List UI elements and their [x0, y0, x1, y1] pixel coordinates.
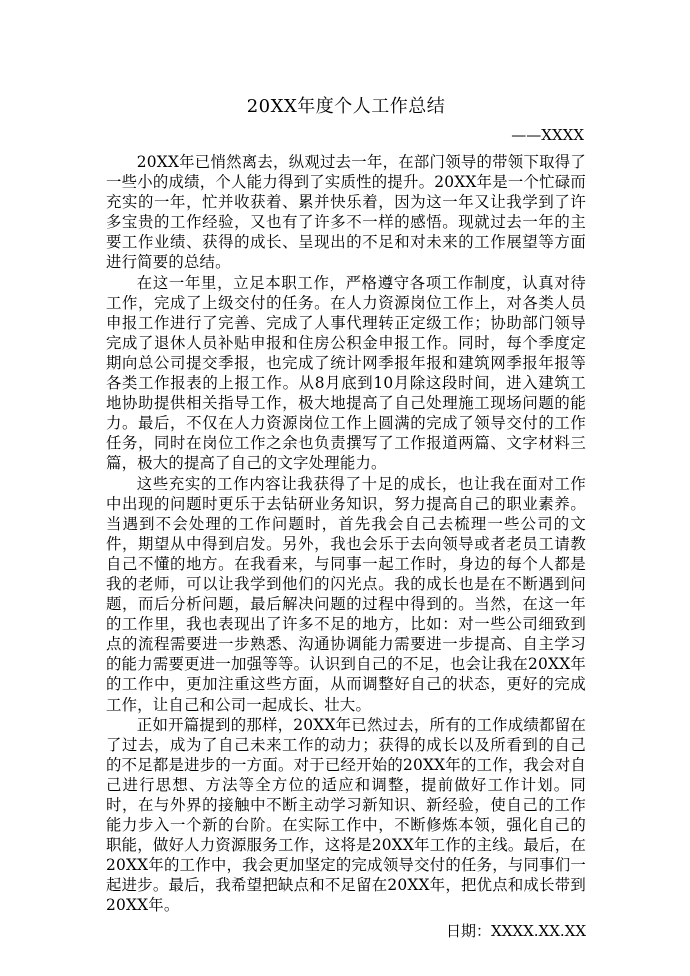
document-date: 日期：XXXX.XX.XX [446, 921, 586, 940]
document-author: ——XXXX [511, 126, 584, 144]
paragraph-work-performance: 在这一年里，立足本职工作，严格遵守各项工作制度，认真对待工作，完成了上级交付的任务。在人力资源岗位工作上，对各类人员申报工作进行了完善、完成了人事代理转正定级工作；协助部门领导完成了退休人员补贴申报和住房公积金申报工作。同时，每个季度定期向总公司提交季报，也完成了统计网季报年报和建筑网季报年报等各类工作报表的上报工作。从8月底到10月除这段时间，进入建筑工地协助提供相关指导工作，极大地提高了自己处理施工现场问题的能力。最后，不仅在人力资源岗位工作上圆满的完成了领导交付的工作任务，同时在岗位工作之余也负责撰写了工作报道两篇、文字材料三篇，极大的提高了自己的文字处理能力。 [106, 273, 586, 473]
paragraph-outlook: 正如开篇提到的那样，20XX年已然过去，所有的工作成绩都留在了过去，成为了自己未来工作的动力；获得的成长以及所看到的自己的不足都是进步的一方面。对于已经开始的20XX年的工作，我会对自己进行思想、方法等全方位的适应和调整，提前做好工作计划。同时，在与外界的接触中不断主动学习新知识、新经验，使自己的工作能力步入一个新的台阶。在实际工作中，不断修炼本领，强化自己的职能，做好人力资源服务工作，这将是20XX年工作的主线。最后，在20XX年的工作中，我会更加坚定的完成领导交付的任务，与同事们一起进步。最后，我希望把缺点和不足留在20XX年，把优点和成长带到20XX年。 [106, 715, 586, 915]
paragraph-growth-shortcomings: 这些充实的工作内容让我获得了十足的成长，也让我在面对工作中出现的问题时更乐于去钻研业务知识，努力提高自己的职业素养。当遇到不会处理的工作问题时，首先我会自己去梳理一些公司的文件，期望从中得到启发。另外，我也会乐于去向领导或者老员工请教自己不懂的地方。在我看来，与同事一起工作时，身边的每个人都是我的老师，可以让我学到他们的闪光点。我的成长也是在不断遇到问题，而后分析问题，最后解决问题的过程中得到的。当然，在这一年的工作里，我也表现出了许多不足的地方，比如：对一些公司细致到点的流程需要进一步熟悉、沟通协调能力需要进一步提高、自主学习的能力需要更进一加强等等。认识到自己的不足，也会让我在20XX年的工作中，更加注重这些方面，从而调整好自己的状态，更好的完成工作，让自己和公司一起成长、壮大。 [106, 474, 586, 714]
paragraph-intro: 20XX年已悄然离去，纵观过去一年，在部门领导的带领下取得了一些小的成绩，个人能力得到了实质性的提升。20XX年是一个忙碌而充实的一年，忙并收获着、累并快乐着，因为这一年又让我学到了许多宝贵的工作经验，又也有了许多不一样的感悟。现就过去一年的主要工作业绩、获得的成长、呈现出的不足和对未来的工作展望等方面进行简要的总结。 [106, 153, 586, 272]
document-page [106, 94, 586, 942]
document-title: 20XX年度个人工作总结 [246, 96, 446, 117]
